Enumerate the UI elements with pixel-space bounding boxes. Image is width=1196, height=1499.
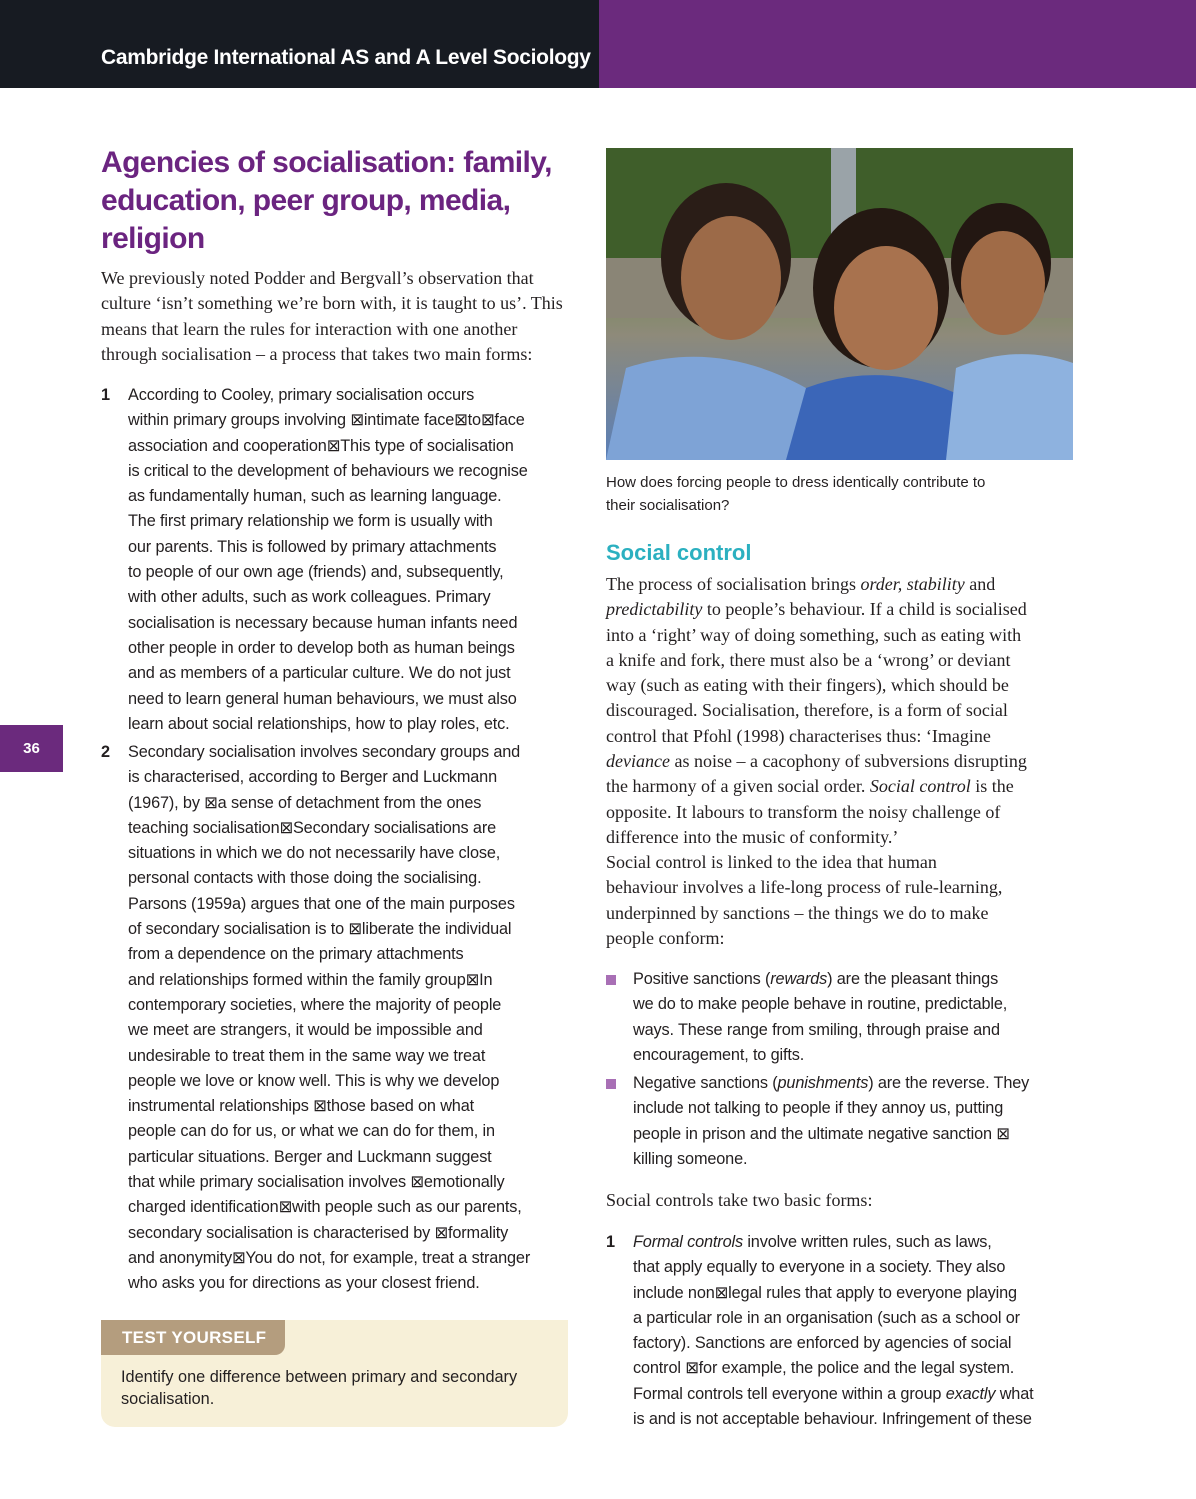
test-yourself-text	[121, 1366, 517, 1410]
text-line: through socialisation – a process that takes two main forms:	[101, 343, 533, 364]
text-line: ways. These range from smiling, through praise and	[633, 1020, 1000, 1039]
test-yourself-label: TEST YOURSELF	[101, 1320, 285, 1355]
sanctions-paragraph	[606, 850, 1002, 951]
bullet-icon	[606, 1079, 616, 1089]
text-line: means that learn the rules for interaction with one another	[101, 318, 518, 339]
text-line: The first primary relationship we form is usually with	[128, 512, 493, 531]
text-line: predictability to people’s behaviour. If a child is socialised	[606, 599, 1027, 620]
text-line: killing someone.	[633, 1149, 748, 1168]
text-line: Negative sanctions (punishments) are the reverse. They	[633, 1074, 1030, 1092]
text-line: is and is not acceptable behaviour. Infringement of these	[633, 1410, 1032, 1429]
emphasis: punishments	[777, 1074, 869, 1092]
text-line: According to Cooley, primary socialisation occurs	[128, 386, 475, 404]
text-line: as fundamentally human, such as learning language.	[128, 487, 502, 506]
text-line: our parents. This is followed by primary attachments	[128, 537, 497, 556]
list-item-secondary	[128, 740, 530, 1297]
text-line: a particular role in an organisation (such as a school or	[633, 1308, 1020, 1327]
text-line: the harmony of a given social order. Social control is the	[606, 776, 1014, 797]
text-line: that apply equally to everyone in a society. They also	[633, 1258, 1006, 1277]
text-line: people we love or know well. This is why we develop	[128, 1071, 500, 1090]
text-line: Social controls take two basic forms:	[606, 1190, 873, 1210]
text-line: of secondary socialisation is to ⊠liberate the individual	[128, 920, 512, 939]
text-line: secondary socialisation is characterised by ⊠formality	[128, 1223, 509, 1242]
text-line: and as members of a particular culture. We do not just	[128, 664, 511, 683]
text-line: include not talking to people if they annoy us, putting	[633, 1099, 1004, 1118]
text-line: their socialisation?	[606, 497, 730, 514]
formal-controls-item	[633, 1230, 1034, 1432]
emphasis: predictability	[606, 599, 703, 620]
text-line: personal contacts with those doing the socialising.	[128, 869, 482, 888]
text-line: people conform:	[606, 927, 725, 948]
bullet-negative-sanctions	[633, 1071, 1029, 1172]
emphasis: exactly	[945, 1384, 996, 1403]
emphasis: deviance	[606, 751, 670, 772]
text-line: Social control is linked to the idea that human	[606, 852, 937, 872]
text-line: behaviour involves a life-long process of rule-learning,	[606, 877, 1003, 898]
text-line: that while primary socialisation involves ⊠emotionally	[128, 1173, 505, 1192]
text-line: opposite. It labours to transform the noisy challenge of	[606, 801, 1001, 822]
text-line: teaching socialisation⊠Secondary socialisations are	[128, 818, 497, 837]
social-control-heading: Social control	[606, 540, 752, 565]
emphasis: Social control	[869, 776, 971, 797]
text-line: and anonymity⊠You do not, for example, treat a stranger	[128, 1248, 531, 1267]
text-line: a knife and fork, there must also be a ‘wrong’ or deviant	[606, 649, 1011, 670]
text-line: (1967), by ⊠a sense of detachment from the ones	[128, 793, 482, 812]
list-item-primary	[128, 383, 528, 737]
text-line: include non⊠legal rules that apply to everyone playing	[633, 1283, 1017, 1302]
text-line: into a ‘right’ way of doing something, such as eating with	[606, 624, 1022, 645]
text-line: instrumental relationships ⊠those based on what	[128, 1097, 474, 1116]
page-number: 36	[0, 725, 63, 772]
bullet-positive-sanctions	[633, 967, 1007, 1068]
emphasis: rewards	[770, 970, 828, 988]
text-line: Parsons (1959a) argues that one of the main purposes	[128, 894, 515, 913]
list-number: 2	[101, 743, 111, 761]
text-line: to people of our own age (friends) and, subsequently,	[128, 563, 504, 582]
bullet-icon	[606, 975, 616, 985]
photo-caption	[606, 471, 985, 517]
text-line: control ⊠for example, the police and the legal system.	[633, 1359, 1015, 1378]
text-line: we do to make people behave in routine, predictable,	[633, 995, 1008, 1014]
text-line: and relationships formed within the family group⊠In	[128, 970, 493, 989]
text-line: learn about social relationships, how to play roles, etc.	[128, 714, 510, 733]
text-line: Formal controls involve written rules, such as laws,	[633, 1233, 992, 1251]
text-line: deviance as noise – a cacophony of subversions disrupting	[606, 751, 1027, 772]
text-line: is characterised, according to Berger and Luckmann	[128, 768, 497, 787]
text-line: is critical to the development of behaviours we recognise	[128, 461, 528, 480]
text-line: we meet are strangers, it would be impossible and	[128, 1021, 483, 1040]
text-line: need to learn general human behaviours, we must also	[128, 689, 517, 708]
text-line: socialisation.	[121, 1390, 215, 1408]
text-line: Positive sanctions (rewards) are the pleasant things	[633, 970, 999, 988]
book-title: Cambridge International AS and A Level Sociology	[101, 46, 591, 69]
text-line: discouraged. Socialisation, therefore, is a form of social	[606, 700, 1008, 721]
text-line: The process of socialisation brings order, stability and	[606, 574, 996, 594]
text-line: We previously noted Podder and Bergvall’s observation that	[101, 268, 534, 288]
list-number: 1	[101, 386, 111, 404]
text-line: within primary groups involving ⊠intimate face⊠to⊠face	[128, 411, 525, 430]
text-line: difference into the music of conformity.’	[606, 826, 899, 847]
social-control-paragraph	[606, 572, 1027, 850]
text-line: particular situations. Berger and Luckmann suggest	[128, 1147, 492, 1166]
text-line: underpinned by sanctions – the things we do to make	[606, 902, 989, 923]
text-line: people can do for us, or what we can do for them, in	[128, 1122, 495, 1141]
text-line: culture ‘isn’t something we’re born with, it is taught to us’. This	[101, 293, 563, 314]
text-line: Identify one difference between primary and secondary	[121, 1368, 518, 1386]
text-line: undesirable to treat them in the same way we treat	[128, 1046, 486, 1065]
text-line: who asks you for directions as your closest friend.	[128, 1274, 480, 1293]
text-line: factory). Sanctions are enforced by agencies of social	[633, 1334, 1012, 1353]
text-line: charged identification⊠with people such as our parents,	[128, 1198, 522, 1217]
section-heading: Agencies of socialisation: family, education, peer group, media, religion	[101, 146, 552, 255]
text-line: Formal controls tell everyone within a group exactly what	[633, 1384, 1034, 1403]
text-line: encouragement, to gifts.	[633, 1045, 805, 1064]
list-number: 1	[606, 1233, 616, 1251]
text-line: association and cooperation⊠This type of socialisation	[128, 436, 514, 455]
children-photo	[606, 148, 1073, 460]
text-line: Secondary socialisation involves secondary groups and	[128, 743, 521, 761]
emphasis: Formal controls	[633, 1233, 743, 1251]
text-line: contemporary societies, where the majority of people	[128, 995, 502, 1014]
intro-paragraph	[101, 266, 563, 367]
photo-illustration	[606, 148, 1073, 460]
emphasis: order, stability	[860, 574, 965, 594]
text-line: with other adults, such as work colleagues. Primary	[128, 588, 491, 607]
text-line: people in prison and the ultimate negative sanction ⊠	[633, 1124, 1010, 1143]
text-line: situations in which we do not necessarily have close,	[128, 844, 501, 863]
text-line: How does forcing people to dress identically contribute to	[606, 474, 986, 491]
header-bar	[0, 0, 599, 88]
forms-intro	[606, 1188, 872, 1213]
header-accent	[599, 0, 1196, 88]
text-line: from a dependence on the primary attachments	[128, 945, 464, 964]
text-line: control that Pfohl (1998) characterises thus: ‘Imagine	[606, 725, 991, 746]
text-line: other people in order to develop both as human beings	[128, 638, 515, 657]
text-line: way (such as eating with their fingers), which should be	[606, 675, 1009, 696]
text-line: socialisation is necessary because human infants need	[128, 613, 518, 632]
